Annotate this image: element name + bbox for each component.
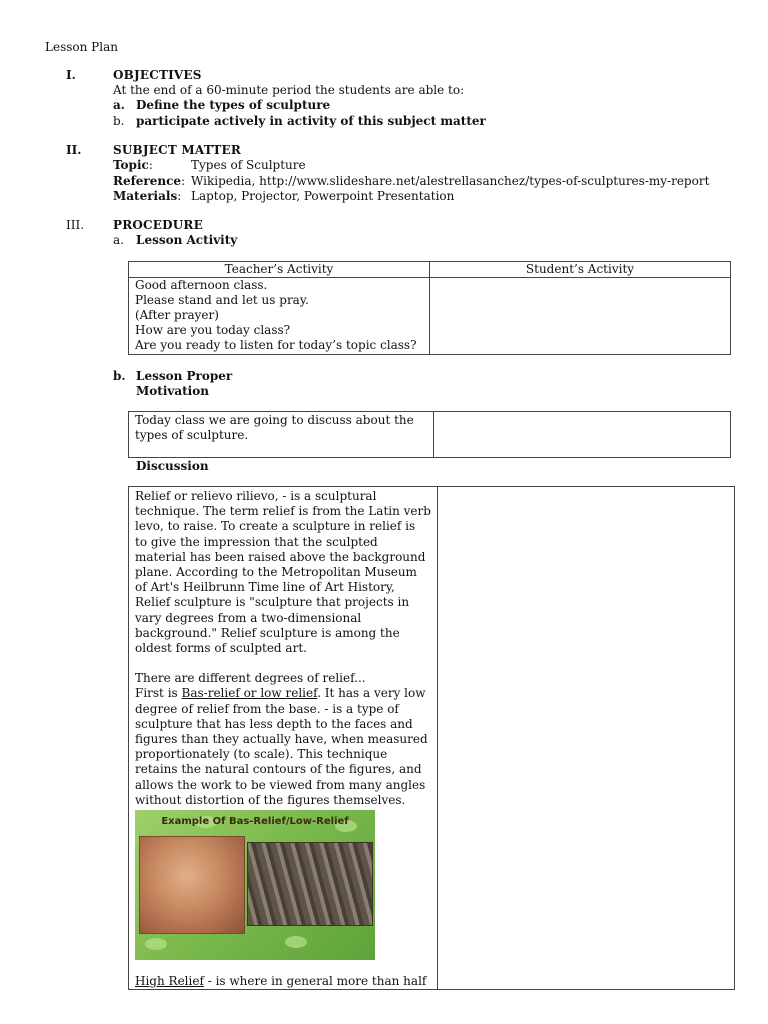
discussion-heading: Discussion [136, 459, 209, 473]
topic-value: Types of Sculpture [191, 158, 306, 172]
student-activity-header: Student’s Activity [430, 262, 731, 278]
teacher-line-3: (After prayer) [135, 308, 219, 322]
objective-item-b [113, 114, 486, 129]
teacher-line-1: Good afternoon class. [135, 278, 268, 292]
doc-title: Lesson Plan [45, 40, 118, 54]
objective-a-text: Define the types of sculpture [136, 98, 331, 112]
motivation-teacher-cell [129, 412, 434, 458]
reference-row [113, 174, 709, 189]
teacher-activity-cell [129, 278, 430, 355]
bas-relief-text: . It has a very low degree of relief from the base. - is a type of sculpture that has less depth to the faces and figures than they actually have, when measured proportionately (to scale). This technique retains the natural contours of the figures, and allows the work to be viewed from many angles without distortion of the figures themselves. [135, 686, 428, 807]
bas-relief-example-image [135, 810, 375, 960]
subject-matter-heading: SUBJECT MATTER [113, 143, 242, 157]
stone-relief-picture [247, 842, 373, 926]
reference-colon: : [181, 174, 186, 188]
relief-paragraph: Relief or relievo rilievo, - is a sculptural technique. The term relief is from the Latin verb levo, to raise. To create a sculpture in relief is to give the impression that the sculpted material has been raised above the background plane. According to the Metropolitan Museum of Art's Heilbrunn Time line of Art History, Relief sculpture is "sculpture that projects in vary degrees from a two-dimensional background." Relief sculpture is among the oldest forms of sculpted art. [135, 489, 431, 656]
objective-b-text: participate actively in activity of this subject matter [136, 114, 486, 128]
motivation-student-cell [434, 412, 731, 458]
reference-value: Wikipedia, http://www.slideshare.net/alestrellasanchez/types-of-sculptures-my-report [191, 174, 710, 188]
teacher-activity-header: Teacher’s Activity [129, 262, 430, 278]
bas-relief-term: Bas-relief or low relief [181, 686, 318, 701]
lesson-proper-heading [113, 369, 232, 384]
reference-key: Reference [113, 174, 182, 188]
high-relief-paragraph [135, 974, 431, 989]
materials-key: Materials [113, 189, 178, 203]
materials-row [113, 189, 454, 204]
procedure-numeral: III. [66, 218, 85, 232]
teacher-line-5: Are you ready to listen for today’s topic class? [135, 338, 417, 352]
lesson-activity-title: Lesson Activity [136, 233, 238, 247]
lesson-activity-heading [113, 233, 237, 248]
lesson-proper-label: b. [113, 369, 126, 383]
objectives-intro: At the end of a 60-minute period the students are able to: [113, 83, 465, 97]
objective-b-label: b. [113, 114, 125, 128]
horse-relief-picture [139, 836, 245, 934]
topic-row [113, 158, 306, 173]
subject-matter-numeral: II. [66, 143, 82, 157]
teacher-line-2: Please stand and let us pray. [135, 293, 309, 307]
teacher-line-4: How are you today class? [135, 323, 291, 337]
degrees-line: There are different degrees of relief... [135, 671, 366, 686]
student-activity-cell [430, 278, 731, 355]
lesson-activity-label: a. [113, 233, 124, 247]
lesson-proper-title: Lesson Proper [136, 369, 233, 383]
materials-colon: : [177, 189, 182, 203]
topic-key: Topic [113, 158, 149, 172]
motivation-table [128, 411, 731, 458]
discussion-student-cell [438, 487, 735, 990]
motivation-text: Today class we are going to discuss about the types of sculpture. [135, 413, 414, 442]
high-relief-text: - is where in general more than half [203, 974, 427, 989]
materials-value: Laptop, Projector, Powerpoint Presentation [191, 189, 455, 203]
high-relief-term: High Relief [135, 974, 204, 989]
objective-a-label: a. [113, 98, 125, 112]
objective-item-a [113, 98, 330, 113]
objectives-numeral: I. [66, 68, 76, 82]
bas-relief-lead: First is [135, 686, 182, 701]
bas-relief-paragraph [135, 686, 431, 808]
objectives-heading: OBJECTIVES [113, 68, 202, 82]
procedure-heading: PROCEDURE [113, 218, 203, 232]
lesson-activity-table [128, 261, 731, 355]
discussion-table [128, 486, 735, 990]
image-caption: Example Of Bas-Relief/Low-Relief [161, 816, 349, 828]
discussion-teacher-cell [129, 487, 438, 990]
topic-colon: : [148, 158, 153, 172]
motivation-heading: Motivation [136, 384, 209, 398]
